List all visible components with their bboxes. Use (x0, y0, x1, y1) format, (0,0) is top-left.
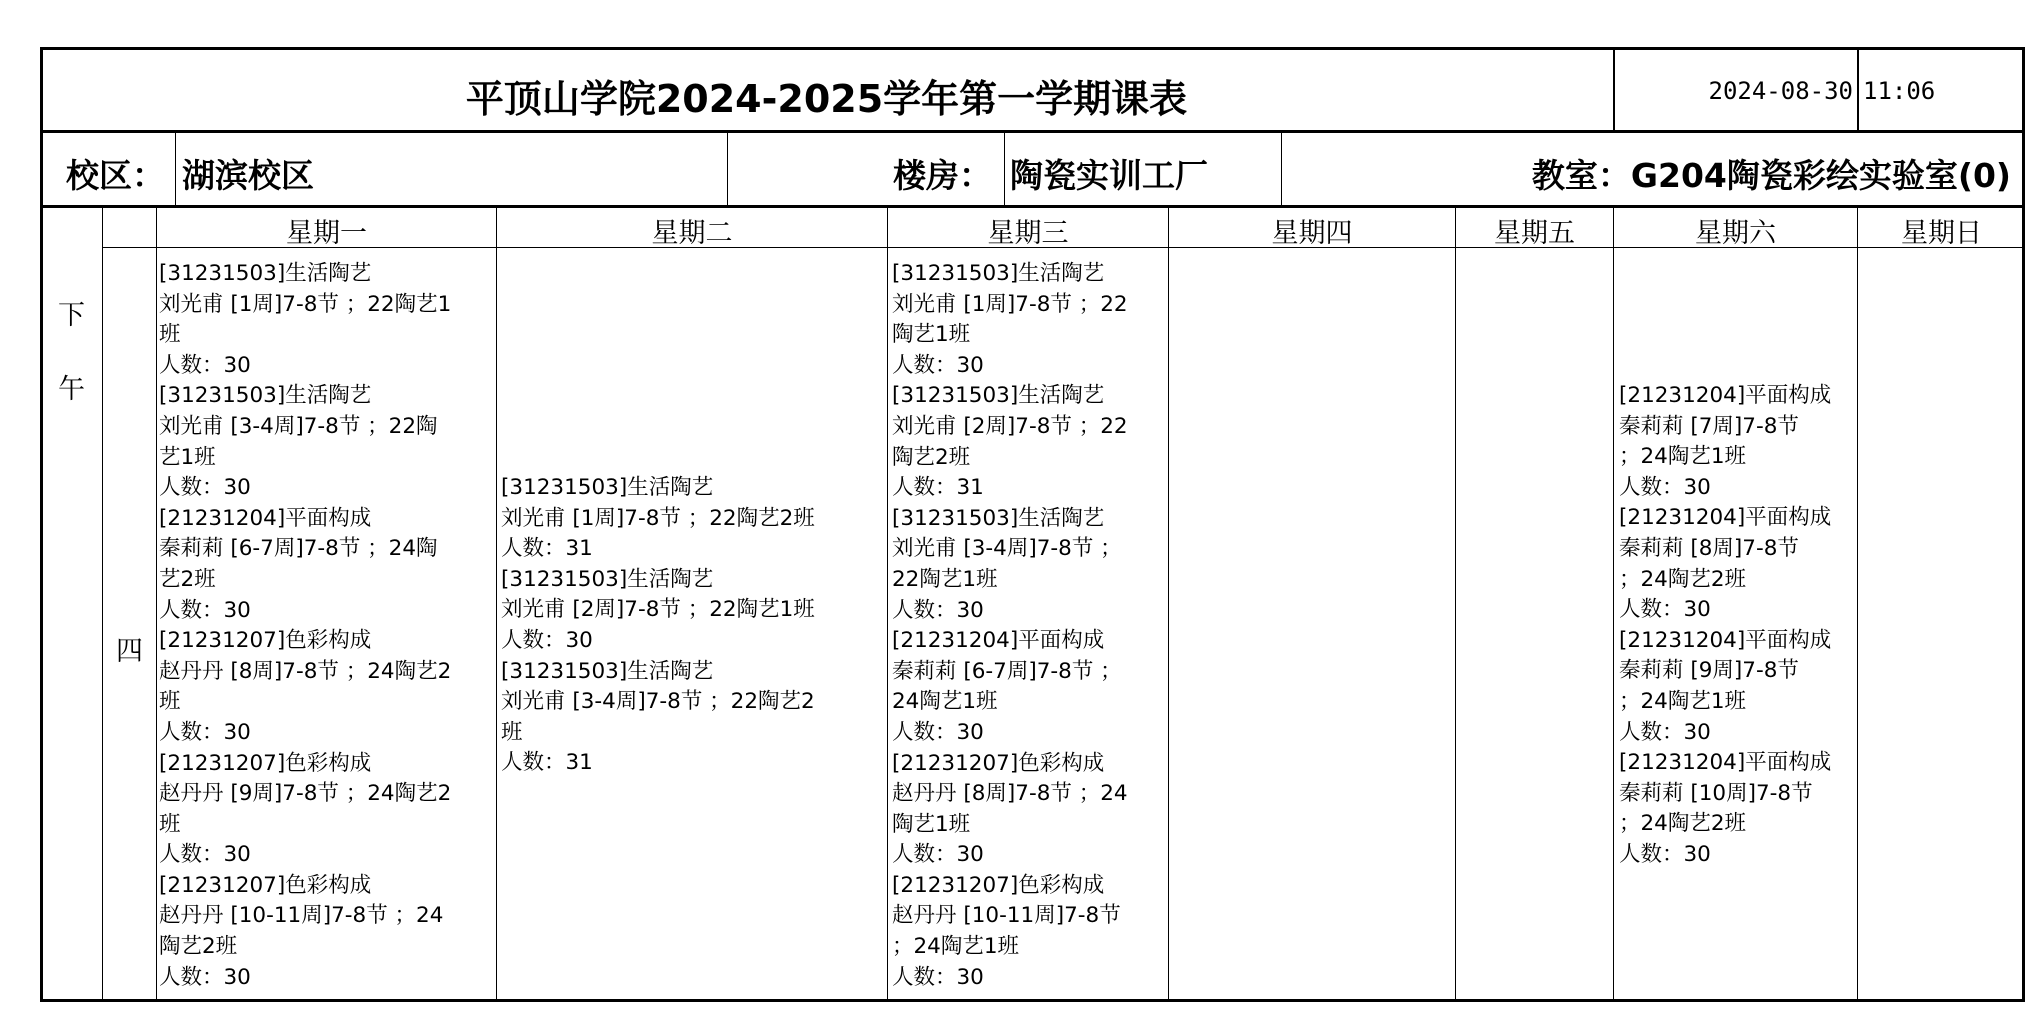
course-line: 人数：30 (159, 842, 251, 868)
course-line: 赵丹丹 [8周]7-8节 ；24陶艺2 (159, 658, 452, 684)
course-line: 秦莉莉 [9周]7-8节 (1619, 658, 1799, 684)
rule-title-bottom (40, 130, 2025, 133)
course-line: 人数：30 (892, 597, 984, 623)
course-line: [21231204]平面构成 (1619, 505, 1832, 531)
course-line: 人数：30 (1619, 841, 1711, 867)
course-line: 艺2班 (159, 566, 216, 592)
rule-v-grid-sat (1857, 207, 1858, 1002)
course-line: [21231207]色彩构成 (892, 750, 1105, 776)
course-line: 24陶艺1班 (892, 689, 998, 715)
course-line: 赵丹丹 [10-11周]7-8节 (892, 903, 1121, 929)
page-title: 平顶山学院2024-2025学年第一学期课表 (465, 77, 1188, 121)
course-line: 班 (159, 322, 181, 348)
rule-v-grid-wed (1168, 207, 1169, 1002)
course-line: ；24陶艺2班 (1619, 566, 1747, 592)
building-value: 陶瓷实训工厂 (1010, 156, 1208, 195)
course-line: [31231503]生活陶艺 (159, 261, 372, 286)
course-line: 人数：30 (892, 352, 984, 378)
course-line: 班 (159, 811, 181, 837)
course-line: 班 (159, 689, 181, 715)
day-header-tue: 星期二 (651, 218, 733, 249)
course-cell-sat (1619, 381, 1831, 871)
course-line: 人数：31 (501, 536, 593, 562)
course-line: 人数：31 (501, 750, 593, 776)
course-line: [21231204]平面构成 (1619, 383, 1832, 408)
building-label: 楼房： (893, 156, 992, 195)
course-line: 赵丹丹 [10-11周]7-8节 ；24 (159, 903, 444, 929)
rule-v-grid-mon (496, 207, 497, 1002)
course-line: [31231503]生活陶艺 (501, 475, 714, 500)
course-line: 刘光甫 [1周]7-8节 ；22陶艺1 (159, 291, 452, 317)
course-line: 人数：30 (159, 719, 251, 745)
course-line: [21231207]色彩构成 (892, 872, 1105, 898)
course-line: 人数：30 (159, 597, 251, 623)
course-line: [21231207]色彩构成 (159, 628, 372, 654)
course-line: 人数：30 (1619, 474, 1711, 500)
half-day-label-2: 午 (58, 374, 85, 405)
course-line: 陶艺1班 (892, 811, 971, 837)
course-line: [21231207]色彩构成 (159, 872, 372, 898)
course-line: 赵丹丹 [9周]7-8节 ；24陶艺2 (159, 781, 452, 807)
course-line: [31231503]生活陶艺 (892, 383, 1105, 409)
rule-info-bottom (40, 205, 2025, 208)
course-line: 刘光甫 [3-4周]7-8节 ；22陶 (159, 413, 438, 439)
course-line: [31231503]生活陶艺 (892, 505, 1105, 531)
course-line: 赵丹丹 [8周]7-8节 ；24 (892, 781, 1128, 807)
rule-v-grid-thu (1455, 207, 1456, 1002)
course-line: 陶艺1班 (892, 322, 971, 348)
course-line: 人数：30 (1619, 597, 1711, 623)
rule-v-grid-fri (1613, 207, 1614, 1002)
section-label: 四 (116, 636, 143, 667)
course-line: [31231503]生活陶艺 (892, 261, 1105, 286)
course-line: 秦莉莉 [8周]7-8节 (1619, 535, 1799, 561)
course-line: 班 (501, 719, 523, 745)
rule-v-grid-tue (887, 207, 888, 1002)
course-line: [31231503]生活陶艺 (501, 566, 714, 592)
day-header-sat: 星期六 (1695, 218, 1776, 249)
course-line: 秦莉莉 [10周]7-8节 (1619, 780, 1813, 806)
day-header-sun: 星期日 (1901, 218, 1982, 249)
course-line: 人数：30 (159, 475, 251, 501)
rule-v-grid-section (156, 207, 157, 1002)
half-day-label-1: 下 (58, 300, 85, 331)
course-line: 人数：30 (892, 842, 984, 868)
course-line: [21231204]平面构成 (1619, 627, 1832, 653)
course-cell-tue (501, 473, 815, 779)
course-line: 秦莉莉 [6-7周]7-8节 ；24陶 (159, 536, 438, 562)
course-line: 刘光甫 [2周]7-8节 ；22陶艺1班 (501, 597, 815, 623)
campus-value: 湖滨校区 (182, 156, 314, 195)
day-header-fri: 星期五 (1494, 218, 1575, 249)
print-time: 11:06 (1863, 77, 1936, 105)
course-line: 人数：30 (1619, 719, 1711, 745)
course-line: 刘光甫 [1周]7-8节 ；22 (892, 291, 1128, 317)
course-cell-mon (159, 259, 451, 993)
course-line: [21231204]平面构成 (892, 628, 1105, 654)
course-line: 刘光甫 [2周]7-8节 ；22 (892, 413, 1128, 439)
course-line: 陶艺2班 (159, 934, 238, 960)
course-line: 人数：30 (159, 964, 251, 990)
course-line: 人数：30 (159, 352, 251, 378)
print-date: 2024-08-30 (1708, 77, 1853, 105)
rule-v-title-2 (1857, 47, 1859, 132)
course-line: 人数：31 (892, 475, 984, 501)
rule-v-info-1 (175, 132, 176, 207)
course-line: 刘光甫 [3-4周]7-8节 ；22陶艺2 (501, 689, 815, 715)
course-line: ；24陶艺2班 (1619, 811, 1747, 837)
course-line: ；24陶艺1班 (892, 934, 1020, 960)
rule-v-info-4 (1281, 132, 1282, 207)
course-line: 人数：30 (501, 627, 593, 653)
course-line: 刘光甫 [1周]7-8节 ；22陶艺2班 (501, 505, 815, 531)
course-line: [21231204]平面构成 (1619, 750, 1832, 776)
course-line: [21231207]色彩构成 (159, 750, 372, 776)
course-line: 人数：30 (892, 719, 984, 745)
day-header-wed: 星期三 (987, 218, 1069, 249)
campus-label: 校区： (66, 156, 165, 195)
course-line: 艺1班 (159, 444, 216, 470)
course-line: 人数：30 (892, 964, 984, 990)
course-line: 秦莉莉 [7周]7-8节 (1619, 413, 1799, 439)
course-line: [21231204]平面构成 (159, 505, 372, 531)
rule-v-info-3 (1004, 132, 1005, 207)
course-line: [31231503]生活陶艺 (501, 658, 714, 684)
course-line: 秦莉莉 [6-7周]7-8节 ； (892, 658, 1122, 684)
course-line: 刘光甫 [3-4周]7-8节 ； (892, 536, 1122, 562)
course-line: ；24陶艺1班 (1619, 444, 1747, 470)
day-header-mon: 星期一 (286, 218, 367, 249)
rule-v-info-2 (727, 132, 728, 207)
rule-v-grid-side (102, 207, 103, 1002)
classroom-value: 教室：G204陶瓷彩绘实验室(0) (1531, 156, 2011, 195)
day-header-thu: 星期四 (1271, 218, 1353, 249)
course-line: 22陶艺1班 (892, 566, 998, 592)
course-line: ；24陶艺1班 (1619, 688, 1747, 714)
course-cell-wed (892, 259, 1128, 993)
course-line: [31231503]生活陶艺 (159, 383, 372, 409)
course-line: 陶艺2班 (892, 444, 971, 470)
